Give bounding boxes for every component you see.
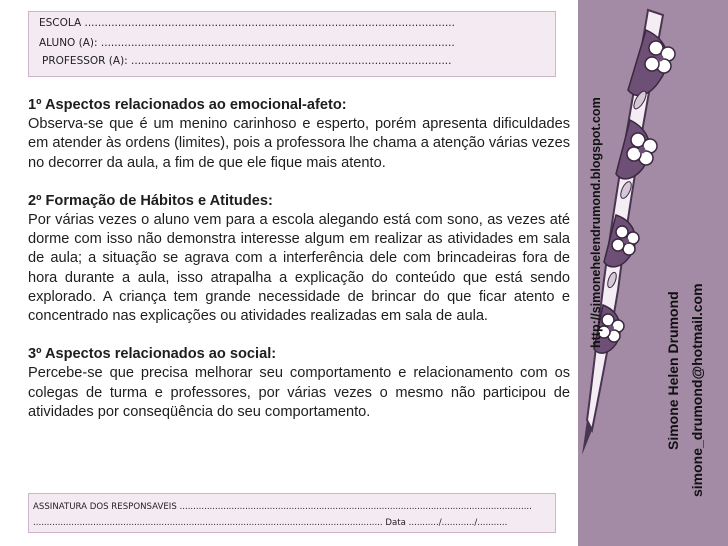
section-social <box>28 345 570 422</box>
report-body <box>28 96 570 441</box>
author-name: Simone Helen Drumond <box>665 291 681 450</box>
section-emocional <box>28 96 570 173</box>
section-text: Observa-se que é um menino carinhoso e esperto, porém apresenta dificuldades em atender às ordens (limites), pois a professora lhe chama a atenção várias vezes no decorrer da aula, a fim de que ele fique mais atento. <box>28 116 570 171</box>
author-email: simone_drumond@hotmail.com <box>689 283 705 497</box>
section-habitos <box>28 192 570 326</box>
section-title: 2º Formação de Hábitos e Atitudes: <box>28 192 273 209</box>
decorative-side-panel <box>578 0 728 546</box>
section-title: 3º Aspectos relacionados ao social: <box>28 346 277 363</box>
section-text: Percebe-se que precisa melhorar seu comportamento e relacionamento com os colegas de turma e professores, por várias vezes o mesmo não participou de atividades por conseqüência do seu comportamento. <box>28 365 570 420</box>
section-text: Por várias vezes o aluno vem para a escola alegando está com sono, as vezes até dorme com isso não demonstra interesse algum em realizar as atividades em sala de aula; a situação se agrava com a interferência dele com brincadeiras fora de hora durante a aula, isso atrapalha a explicação do conteúdo que está sendo explorado. A criança tem grande necessidade de brincar do que ficar atento e concentrado nas explicações ou atividades realizadas em sala de aula. <box>28 212 570 325</box>
signature-box <box>28 493 556 533</box>
header-form-box <box>28 11 556 77</box>
blog-url: http://simonehelendrumond.blogspot.com <box>589 97 603 348</box>
section-title: 1º Aspectos relacionados ao emocional-afeto: <box>28 97 347 113</box>
date-line: ................................................................................................................................ Data .........../............/........... <box>33 518 508 528</box>
escola-field: ESCOLA ............................................................................................................... <box>39 17 455 29</box>
signature-line: ASSINATURA DOS RESPONSAVEIS ................................................................................................................................. <box>33 502 532 512</box>
professor-field: PROFESSOR (A): ................................................................................................ <box>42 55 452 67</box>
aluno-field: ALUNO (A): .......................................................................................................... <box>39 37 455 49</box>
